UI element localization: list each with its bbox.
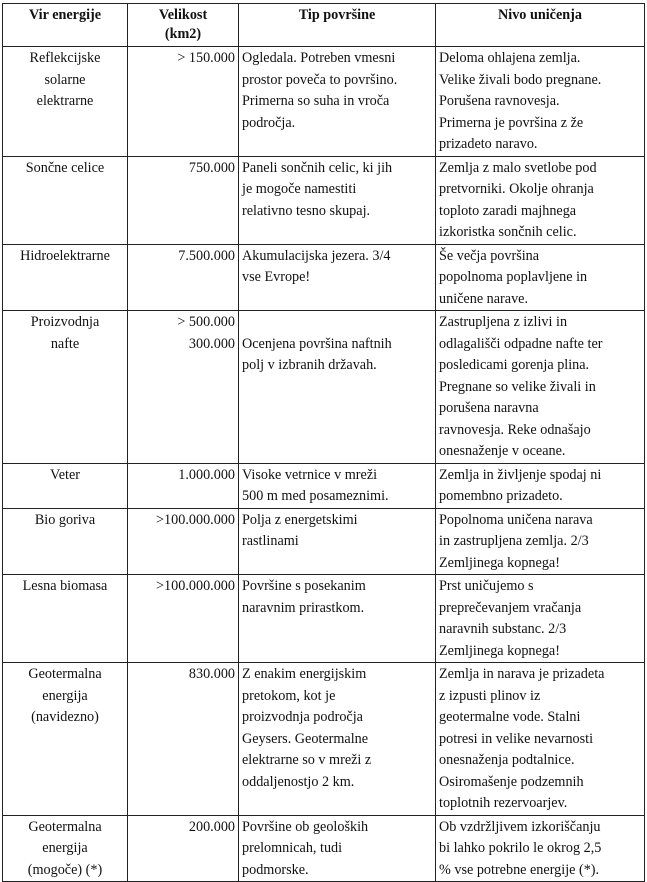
energy-sources-table: [2, 3, 645, 882]
cell-line: 200.000: [188, 818, 235, 835]
cell-energy-source: [3, 575, 128, 663]
cell-size: [128, 508, 239, 575]
document-page: [2, 3, 645, 882]
cell-line: naravnih substanc. 2/3: [439, 621, 567, 637]
header-damage-level: [436, 4, 645, 47]
cell-line: Primerna je površina z že: [439, 114, 584, 131]
header-line: Nivo uničenja: [498, 7, 582, 23]
header-line: (km2): [164, 26, 202, 42]
table-row: [3, 463, 645, 508]
cell-line: [242, 312, 432, 334]
cell-line: Osiromašenje podzemnih: [439, 773, 584, 790]
cell-line: Paneli sončnih celic, ki jih: [242, 159, 393, 176]
cell-line: >100.000.000: [156, 578, 235, 594]
cell-line: Veter: [50, 466, 80, 483]
cell-size: [128, 47, 239, 157]
cell-line: Hidroelektrarne: [20, 247, 110, 264]
cell-line: 750.000: [188, 159, 235, 176]
cell-line: izkoristka sončnih celic.: [439, 224, 577, 240]
cell-damage-level: [436, 47, 645, 157]
header-line: Vir energije: [28, 7, 102, 23]
cell-damage-level: [436, 463, 645, 508]
cell-line: prizadeto naravo.: [439, 136, 538, 152]
cell-line: Površine s posekanim: [242, 578, 366, 594]
cell-line: 500 m med posameznimi.: [242, 488, 389, 504]
cell-line: in zastrupljena zemlja. 2/3: [439, 533, 589, 549]
cell-line: podmorske.: [242, 861, 309, 878]
table-row: [3, 815, 645, 882]
cell-line: 1.000.000: [178, 466, 235, 483]
table-row: [3, 47, 645, 157]
cell-line: nafte: [50, 335, 80, 352]
cell-surface-type: [239, 311, 436, 464]
cell-line: Primerna so suha in vroča: [242, 93, 390, 109]
table-row: [3, 663, 645, 816]
cell-line: popolnoma poplavljene in: [439, 269, 588, 285]
cell-size: [128, 575, 239, 663]
cell-line: > 500.000: [177, 314, 235, 330]
cell-line: porušena naravna: [439, 400, 539, 416]
cell-line: toploto zaradi majhnega: [439, 202, 577, 219]
cell-line: naravnim prirastkom.: [242, 599, 365, 616]
cell-line: Površine ob geoloških: [242, 818, 369, 835]
cell-line: z izpusti plinov iz: [439, 687, 541, 704]
cell-energy-source: [3, 156, 128, 244]
cell-line: uničene narave.: [439, 290, 529, 307]
cell-line: energija: [42, 687, 88, 704]
cell-line: polj v izbranih državah.: [242, 357, 377, 373]
cell-line: pretokom, kot je: [242, 687, 336, 704]
cell-line: Akumulacijska jezera. 3/4: [242, 247, 391, 264]
cell-line: Deloma ohlajena zemlja.: [439, 50, 581, 66]
cell-line: geotermalne vode. Stalni: [439, 709, 581, 725]
cell-line: toplotnih rezervoarjev.: [439, 795, 568, 811]
cell-line: področja.: [242, 114, 296, 131]
cell-size: [128, 463, 239, 508]
header-surface-type: [239, 4, 436, 47]
cell-line: Bio goriva: [34, 511, 96, 528]
cell-line: (mogoče) (*): [27, 861, 103, 878]
cell-line: Geotermalna: [28, 818, 102, 835]
cell-line: Zastrupljena z izlivi in: [439, 314, 568, 330]
cell-line: Ocenjena površina naftnih: [242, 335, 392, 352]
cell-line: energija: [42, 840, 88, 856]
cell-energy-source: [3, 508, 128, 575]
cell-line: oddaljenostjo 2 km.: [242, 773, 355, 790]
cell-line: bi lahko pokrilo le okrog 2,5: [439, 840, 602, 856]
header-size: [128, 4, 239, 47]
cell-surface-type: [239, 663, 436, 816]
cell-energy-source: [3, 815, 128, 882]
cell-line: Zemljinega kopnega!: [439, 642, 560, 659]
cell-energy-source: [3, 47, 128, 157]
cell-line: Pregnane so velike živali in: [439, 378, 596, 395]
cell-line: rastlinami: [242, 533, 299, 549]
cell-line: Porušena ravnovesja.: [439, 93, 560, 109]
cell-surface-type: [239, 244, 436, 311]
cell-line: elektrarne: [36, 93, 94, 109]
header-line: Velikost: [158, 7, 208, 23]
header-row: [3, 4, 645, 47]
cell-line: >100.000.000: [156, 511, 235, 528]
cell-damage-level: [436, 156, 645, 244]
cell-line: Zemlja in narava je prizadeta: [439, 666, 605, 682]
cell-size: [128, 156, 239, 244]
table-body: [3, 47, 645, 882]
header-energy-source: [3, 4, 128, 47]
cell-surface-type: [239, 575, 436, 663]
cell-line: Popolnoma uničena narava: [439, 511, 593, 528]
cell-damage-level: [436, 663, 645, 816]
cell-surface-type: [239, 815, 436, 882]
cell-line: Visoke vetrnice v mreži: [242, 466, 378, 483]
cell-line: 830.000: [188, 666, 235, 682]
cell-line: je mogoče namestiti: [242, 181, 357, 197]
cell-size: [128, 311, 239, 464]
cell-surface-type: [239, 463, 436, 508]
cell-damage-level: [436, 244, 645, 311]
cell-damage-level: [436, 311, 645, 464]
cell-line: vse Evrope!: [242, 269, 311, 285]
cell-line: proizvodnja področja: [242, 709, 363, 725]
table-row: [3, 244, 645, 311]
cell-line: Še večja površina: [439, 247, 540, 264]
cell-line: Lesna biomasa: [22, 578, 108, 594]
table-row: [3, 156, 645, 244]
cell-line: Geotermalna: [28, 666, 102, 682]
header-line: Tip površine: [298, 7, 376, 23]
cell-surface-type: [239, 156, 436, 244]
cell-line: Proizvodnja: [30, 314, 100, 330]
cell-line: prostor poveča to površino.: [242, 71, 398, 88]
cell-line: prelomnicah, tudi: [242, 840, 343, 856]
cell-energy-source: [3, 244, 128, 311]
cell-line: onesnaženja podtalnice.: [439, 752, 575, 768]
cell-line: preprečevanjem vračanja: [439, 599, 582, 616]
table-row: [3, 311, 645, 464]
cell-line: pretvorniki. Okolje ohranja: [439, 181, 594, 197]
cell-line: % vse potrebne energije (*).: [439, 861, 600, 878]
cell-surface-type: [239, 47, 436, 157]
cell-line: elektrarne so v mreži z: [242, 752, 372, 768]
cell-damage-level: [436, 815, 645, 882]
cell-line: Zemlja z malo svetlobe pod: [439, 159, 597, 176]
cell-line: Polja z energetskimi: [242, 511, 358, 528]
cell-line: pomembno prizadeto.: [439, 488, 563, 504]
table-row: [3, 508, 645, 575]
cell-line: odlagališči odpadne nafte ter: [439, 335, 603, 352]
cell-energy-source: [3, 311, 128, 464]
cell-line: Velike živali bodo pregnane.: [439, 71, 602, 88]
cell-line: potresi in velike nevarnosti: [439, 730, 594, 747]
table-row: [3, 575, 645, 663]
cell-line: 300.000: [188, 335, 235, 352]
cell-line: Geysers. Geotermalne: [242, 730, 369, 747]
cell-line: Sončne celice: [25, 159, 105, 176]
cell-line: Ogledala. Potreben vmesni: [242, 50, 396, 66]
cell-line: onesnaženje v oceane.: [439, 443, 566, 459]
cell-line: (navidezno): [31, 709, 99, 725]
cell-line: posledicami gorenja plina.: [439, 357, 590, 373]
cell-line: Prst uničujemo s: [439, 578, 534, 594]
cell-line: Reflekcijske: [29, 50, 101, 66]
cell-line: 7.500.000: [178, 247, 235, 264]
cell-line: relativno tesno skupaj.: [242, 202, 371, 219]
cell-line: > 150.000: [177, 50, 235, 66]
cell-surface-type: [239, 508, 436, 575]
cell-line: ravnovesja. Reke odnašajo: [439, 421, 591, 438]
cell-energy-source: [3, 663, 128, 816]
cell-line: Zemlja in življenje spodaj ni: [439, 466, 602, 483]
cell-size: [128, 244, 239, 311]
cell-line: Z enakim energijskim: [242, 666, 367, 682]
cell-size: [128, 815, 239, 882]
cell-size: [128, 663, 239, 816]
cell-line: solarne: [44, 71, 86, 88]
cell-line: Ob vzdržljivem izkoriščanju: [439, 818, 601, 835]
cell-damage-level: [436, 508, 645, 575]
cell-damage-level: [436, 575, 645, 663]
cell-energy-source: [3, 463, 128, 508]
cell-line: Zemljinega kopnega!: [439, 554, 560, 571]
